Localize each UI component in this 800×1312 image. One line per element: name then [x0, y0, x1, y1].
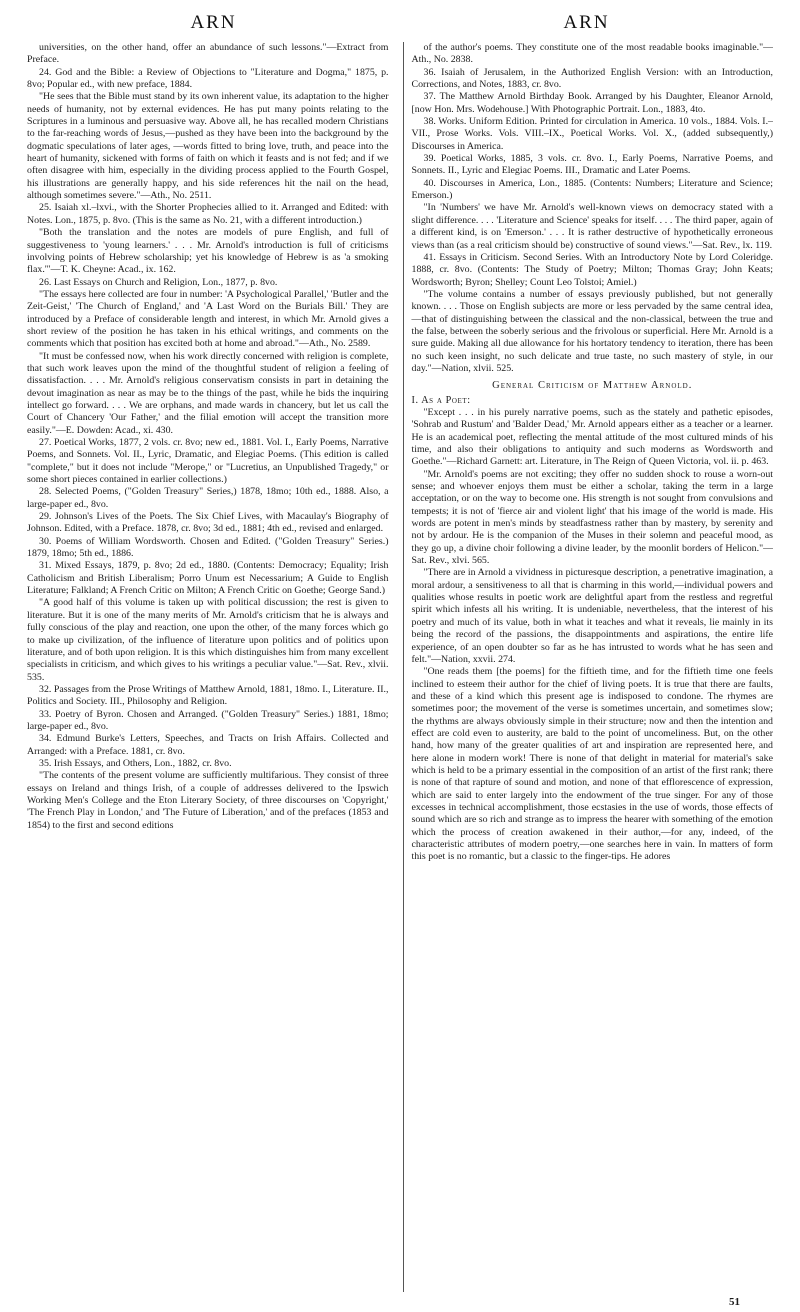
bibliography-entry: 38. Works. Uniform Edition. Printed for circulation in America. 10 vols., 1884. Vols. I.–VII., Prose Works. Vols. VIII.–IX., Poetical Works. Vol. X., (added subsequently,) Discourses in America.	[411, 116, 773, 152]
text-columns	[27, 42, 773, 1292]
bibliography-entry: 32. Passages from the Prose Writings of Matthew Arnold, 1881, 18mo. I., Literature. II., Politics and Society. III., Philosophy and Religion.	[27, 683, 389, 708]
bibliography-entry: 26. Last Essays on Church and Religion, Lon., 1877, p. 8vo.	[39, 276, 278, 288]
review-quote: "It must be confessed now, when his work directly concerned with religion is complete, that such work leaves upon the mind of the thoughtful student of religion a feeling of dissatisfaction. . . . Mr. Arnold's religious conservatism consists in part in detaining the devout imagination as near as may be to the things of the past, while he bids the inquiring intellect go forward. . . . We are orphans, and made wards in chancery, but let us call the Court of Chancery 'Our Father,' and the filial emotion will accept the transition more easily."—E. Dowden: Acad., xi. 430.	[27, 350, 389, 436]
bibliography-entry: 25. Isaiah xl.–lxvi., with the Shorter Prophecies allied to it. Arranged and Edited: with Notes. Lon., 1875, p. 8vo. (This is the same as No. 21, with a different introduction.)	[27, 202, 389, 226]
review-quote: "In 'Numbers' we have Mr. Arnold's well-known views on democracy stated with a slight difference. . . . 'Literature and Science' speaks for itself. . . . The third paper, again of a different kind, is on 'Emerson.' . . . It is rather destructive of hypothetically erroneous views than (as a real criticism should be) constructive of sound views."—Sat. Rev., lx. 119.	[411, 202, 773, 251]
running-head-left: ARN	[190, 12, 237, 33]
review-quote: "A good half of this volume is taken up with political discussion; the rest is given to literature. But it is one of the many merits of Mr. Arnold's criticism that he is always and fully conscious of the play and reaction, one upon the other, of the many forces which go to make up civilization, of the influence of literature upon politics and of politics upon literature, and of both upon religion. It is this which distinguishes him from many excellent specialists in criticism, and which gives to his writings a peculiar value."—Sat. Rev., xlvii. 535.	[27, 597, 389, 683]
review-quote: "He sees that the Bible must stand by its own inherent value, its adaptation to the higher needs of humanity, not by external evidences. He has put many points relating to the Scriptures in a luminous and persuasive way. Above all, he has recalled modern Christians to the far-reaching words of Jesus,—pushed as they have been into the background by the dogmatic speculations of later ages, —words fitted to bring love, truth, and peace into the heart of humanity, sickened with forms of faith on which it feasts and is not fed; and if we often disagree with him, especially in the dividing process applied to the Fourth Gospel, his illustrations are generally happy, and his side references hit the nail on the head, although sometimes severe."—Ath., No. 2511.	[27, 91, 389, 202]
left-column	[27, 42, 389, 1292]
review-quote: "One reads them [the poems] for the fiftieth time, and for the fiftieth time one feels inclined to esteem their author for the chief of living poets. It is true that there are faults, and these of a kind which this present age is indisposed to condone. The rhymes are sometimes poor; the movement of the verse is sometimes uncertain, and sometimes slow; the rhythms are always obviously simple in their structure; now and then the intention and effect are cold even to austerity, are bald to the point of uncomeliness. But, on the other hand, how many of the greater qualities of art and inspiration are represented here, and here alone in modern work! There is none of that delight in material for material's sake which is held to be a primary essential in the composition of an artist of the first rank; there is none of that rapture of sound and motion, and none of that efflorescence of expression, which are said to enter largely into the endowment of the true singer. For any of those excesses in technical accomplishment, those ecstasies in the use of words, those effects of sound which are so rich and strange as to impress the hearer with something of the emotion which the process of creation awakened in their author,—for any, indeed, of the characteristic attributes of modern poetry,—one searches here in vain. In matters of form this poet is no romantic, but a classic to the finger-tips. He adores	[411, 666, 773, 863]
review-quote: "Except . . . in his purely narrative poems, such as the stately and pathetic episodes, 'Sohrab and Rustum' and 'Balder Dead,' Mr. Arnold appears either as a teacher or a learner. He is an academical poet, reflecting the mental attitude of the most cultured minds of his time, and also their obligations to antiquity and such moderns as Wordsworth and Goethe."—Richard Garnett: art. Literature, in The Reign of Queen Victoria, vol. ii. p. 463.	[411, 406, 773, 468]
bibliography-entry: 30. Poems of William Wordsworth. Chosen and Edited. ("Golden Treasury" Series.) 1879, 18mo; 5th ed., 1886.	[27, 535, 389, 560]
bibliography-entry: 35. Irish Essays, and Others, Lon., 1882, cr. 8vo.	[39, 757, 232, 769]
bibliography-entry: 39. Poetical Works, 1885, 3 vols. cr. 8vo. I., Early Poems, Narrative Poems, and Sonnets. II., Lyric and Elegiac Poems. III., Dramatic and Later Poems.	[411, 153, 773, 177]
review-quote: "The contents of the present volume are sufficiently multifarious. They consist of three essays on Ireland and things Irish, of a couple of addresses delivered to the Ipswich Working Men's College and the Eton Literary Society, of three discourses on 'Copyright,' 'The French Play in London,' and 'The Future of Liberation,' and of the prefaces (1853 and 1854) to the first and second editions	[27, 770, 389, 831]
bibliography-entry: 41. Essays in Criticism. Second Series. With an Introductory Note by Lord Coleridge. 1888, cr. 8vo. (Contents: The Study of Poetry; Milton; Thomas Gray; John Keats; Wordsworth; Byron; Shelley; Count Leo Tolstoi; Amiel.)	[411, 251, 773, 288]
review-quote: "There are in Arnold a vividness in picturesque description, a penetrative imagination, a moral ardour, a sensitiveness to all that is charming in this world,—individual powers and qualities whose results in poetic work are delightful apart from the restless and regretful spirit which infests all his writing. It is undeniable, nevertheless, that the interest of his poetry and much of its value, both in what it teaches and what it reveals, lie mainly in its being the record of the passions, the disappointments and aspirations, the entire life experience, of an open doubter so far as he has intrusted to words what he has seen and felt."—Nation, xxvii. 274.	[411, 567, 773, 665]
bibliography-entry: 29. Johnson's Lives of the Poets. The Six Chief Lives, with Macaulay's Biography of Johnson. Edited, with a Preface. 1878, cr. 8vo; 3d ed., 1881; 4th ed., revised and enlarged.	[27, 511, 389, 535]
bibliography-entry: 34. Edmund Burke's Letters, Speeches, and Tracts on Irish Affairs. Collected and Arranged: with a Preface. 1881, cr. 8vo.	[27, 733, 389, 757]
bibliography-entry: 40. Discourses in America, Lon., 1885. (Contents: Numbers; Literature and Science; Emerson.)	[411, 177, 773, 202]
review-quote: "The volume contains a number of essays previously published, but not generally known. . . . Those on English subjects are more or less pervaded by the same central idea,—that of distinguishing between the classical and the non-classical, between the true and the false, between the soberly serious and the frivolous or superficial. Here Mr. Arnold is a sure guide. Making all due allowance for his hortatory tendency to iteration, there has been no such keen insight, no such delicate and true taste, no such mastery of style, in our day."—Nation, xlvii. 525.	[411, 288, 773, 374]
bibliography-entry: 33. Poetry of Byron. Chosen and Arranged. ("Golden Treasury" Series.) 1881, 18mo; large-paper ed., 8vo.	[27, 708, 389, 732]
review-quote: "The essays here collected are four in number: 'A Psychological Parallel,' 'Butler and the Zeit-Geist,' 'The Church of England,' and 'A Last Word on the Burials Bill.' They are introduced by a Preface of considerable length and interest, in which Mr. Arnold gives a short review of the position he has taken in his ethical writings, and comments on the comments which that position has excited both at home and abroad."—Ath., No. 2589.	[27, 288, 389, 350]
bibliography-entry: 28. Selected Poems, ("Golden Treasury" Series,) 1878, 18mo; 10th ed., 1888. Also, a large-paper ed., 8vo.	[27, 486, 389, 510]
section-subheading: I. As a Poet:	[411, 394, 471, 406]
bibliography-entry: 27. Poetical Works, 1877, 2 vols. cr. 8vo; new ed., 1881. Vol. I., Early Poems, Narrative Poems, and Sonnets. Vol. II., Lyric, Dramatic, and Elegiac Poems. (This edition is called "complete," but it does not include "Merope," or "Lucretius, an Unpublished Tragedy," or some short pieces contained in earlier collections.)	[27, 437, 389, 486]
running-head-right: ARN	[563, 12, 610, 33]
review-quote: "Mr. Arnold's poems are not exciting; they offer no sudden shock to rouse a worn-out sense; and whoever enjoys them must be either a scholar, taking the term in a large acceptation, or on the way to become one. His strength is not sought from convulsions and tempests; it is not of 'fierce air and violent light' that his image of the world is made. His words are potent in men's minds by steadfastness rather than by mastery, by serenity and not by ardour. He is the companion of the Muses in their solemn and peaceful mood, as they go up, a divine choir following a divine leader, by the moonlit borders of Helicon."—Sat. Rev., xlvi. 565.	[411, 468, 773, 567]
page-number: 51	[729, 1296, 740, 1308]
right-column	[403, 42, 774, 1292]
review-quote: universities, on the other hand, offer an abundance of such lessons."—Extract from Preface.	[27, 42, 389, 66]
bibliography-entry: 36. Isaiah of Jerusalem, in the Authorized English Version: with an Introduction, Corrections, and Notes, 1883, cr. 8vo.	[411, 66, 773, 91]
bibliography-entry: 37. The Matthew Arnold Birthday Book. Arranged by his Daughter, Eleanor Arnold, [now Hon. Mrs. Wodehouse.] With Photographic Portrait. Lon., 1883, 4to.	[411, 91, 773, 115]
bibliography-entry: 31. Mixed Essays, 1879, p. 8vo; 2d ed., 1880. (Contents: Democracy; Equality; Irish Catholicism and British Liberalism; Porro Unum est Necessarium; A Guide to English Literature; Falkland; A French Critic on Milton; A French Critic on Goethe; George Sand.)	[27, 560, 389, 597]
section-heading: General Criticism of Matthew Arnold.	[492, 380, 693, 392]
running-head	[27, 0, 773, 34]
review-quote: "Both the translation and the notes are models of pure English, and full of suggestiveness to 'young learners.' . . . Mr. Arnold's introduction is full of criticisms involving points of Hebrew scholarship; yet his knowledge of Hebrew is as 'a smoking flax.'"—T. K. Cheyne: Acad., ix. 162.	[27, 227, 389, 276]
bibliography-entry: 24. God and the Bible: a Review of Objections to "Literature and Dogma," 1875, p. 8vo; Popular ed., with new preface, 1884.	[27, 66, 389, 91]
review-quote: of the author's poems. They constitute one of the most readable books imaginable."—Ath., No. 2838.	[411, 42, 773, 66]
